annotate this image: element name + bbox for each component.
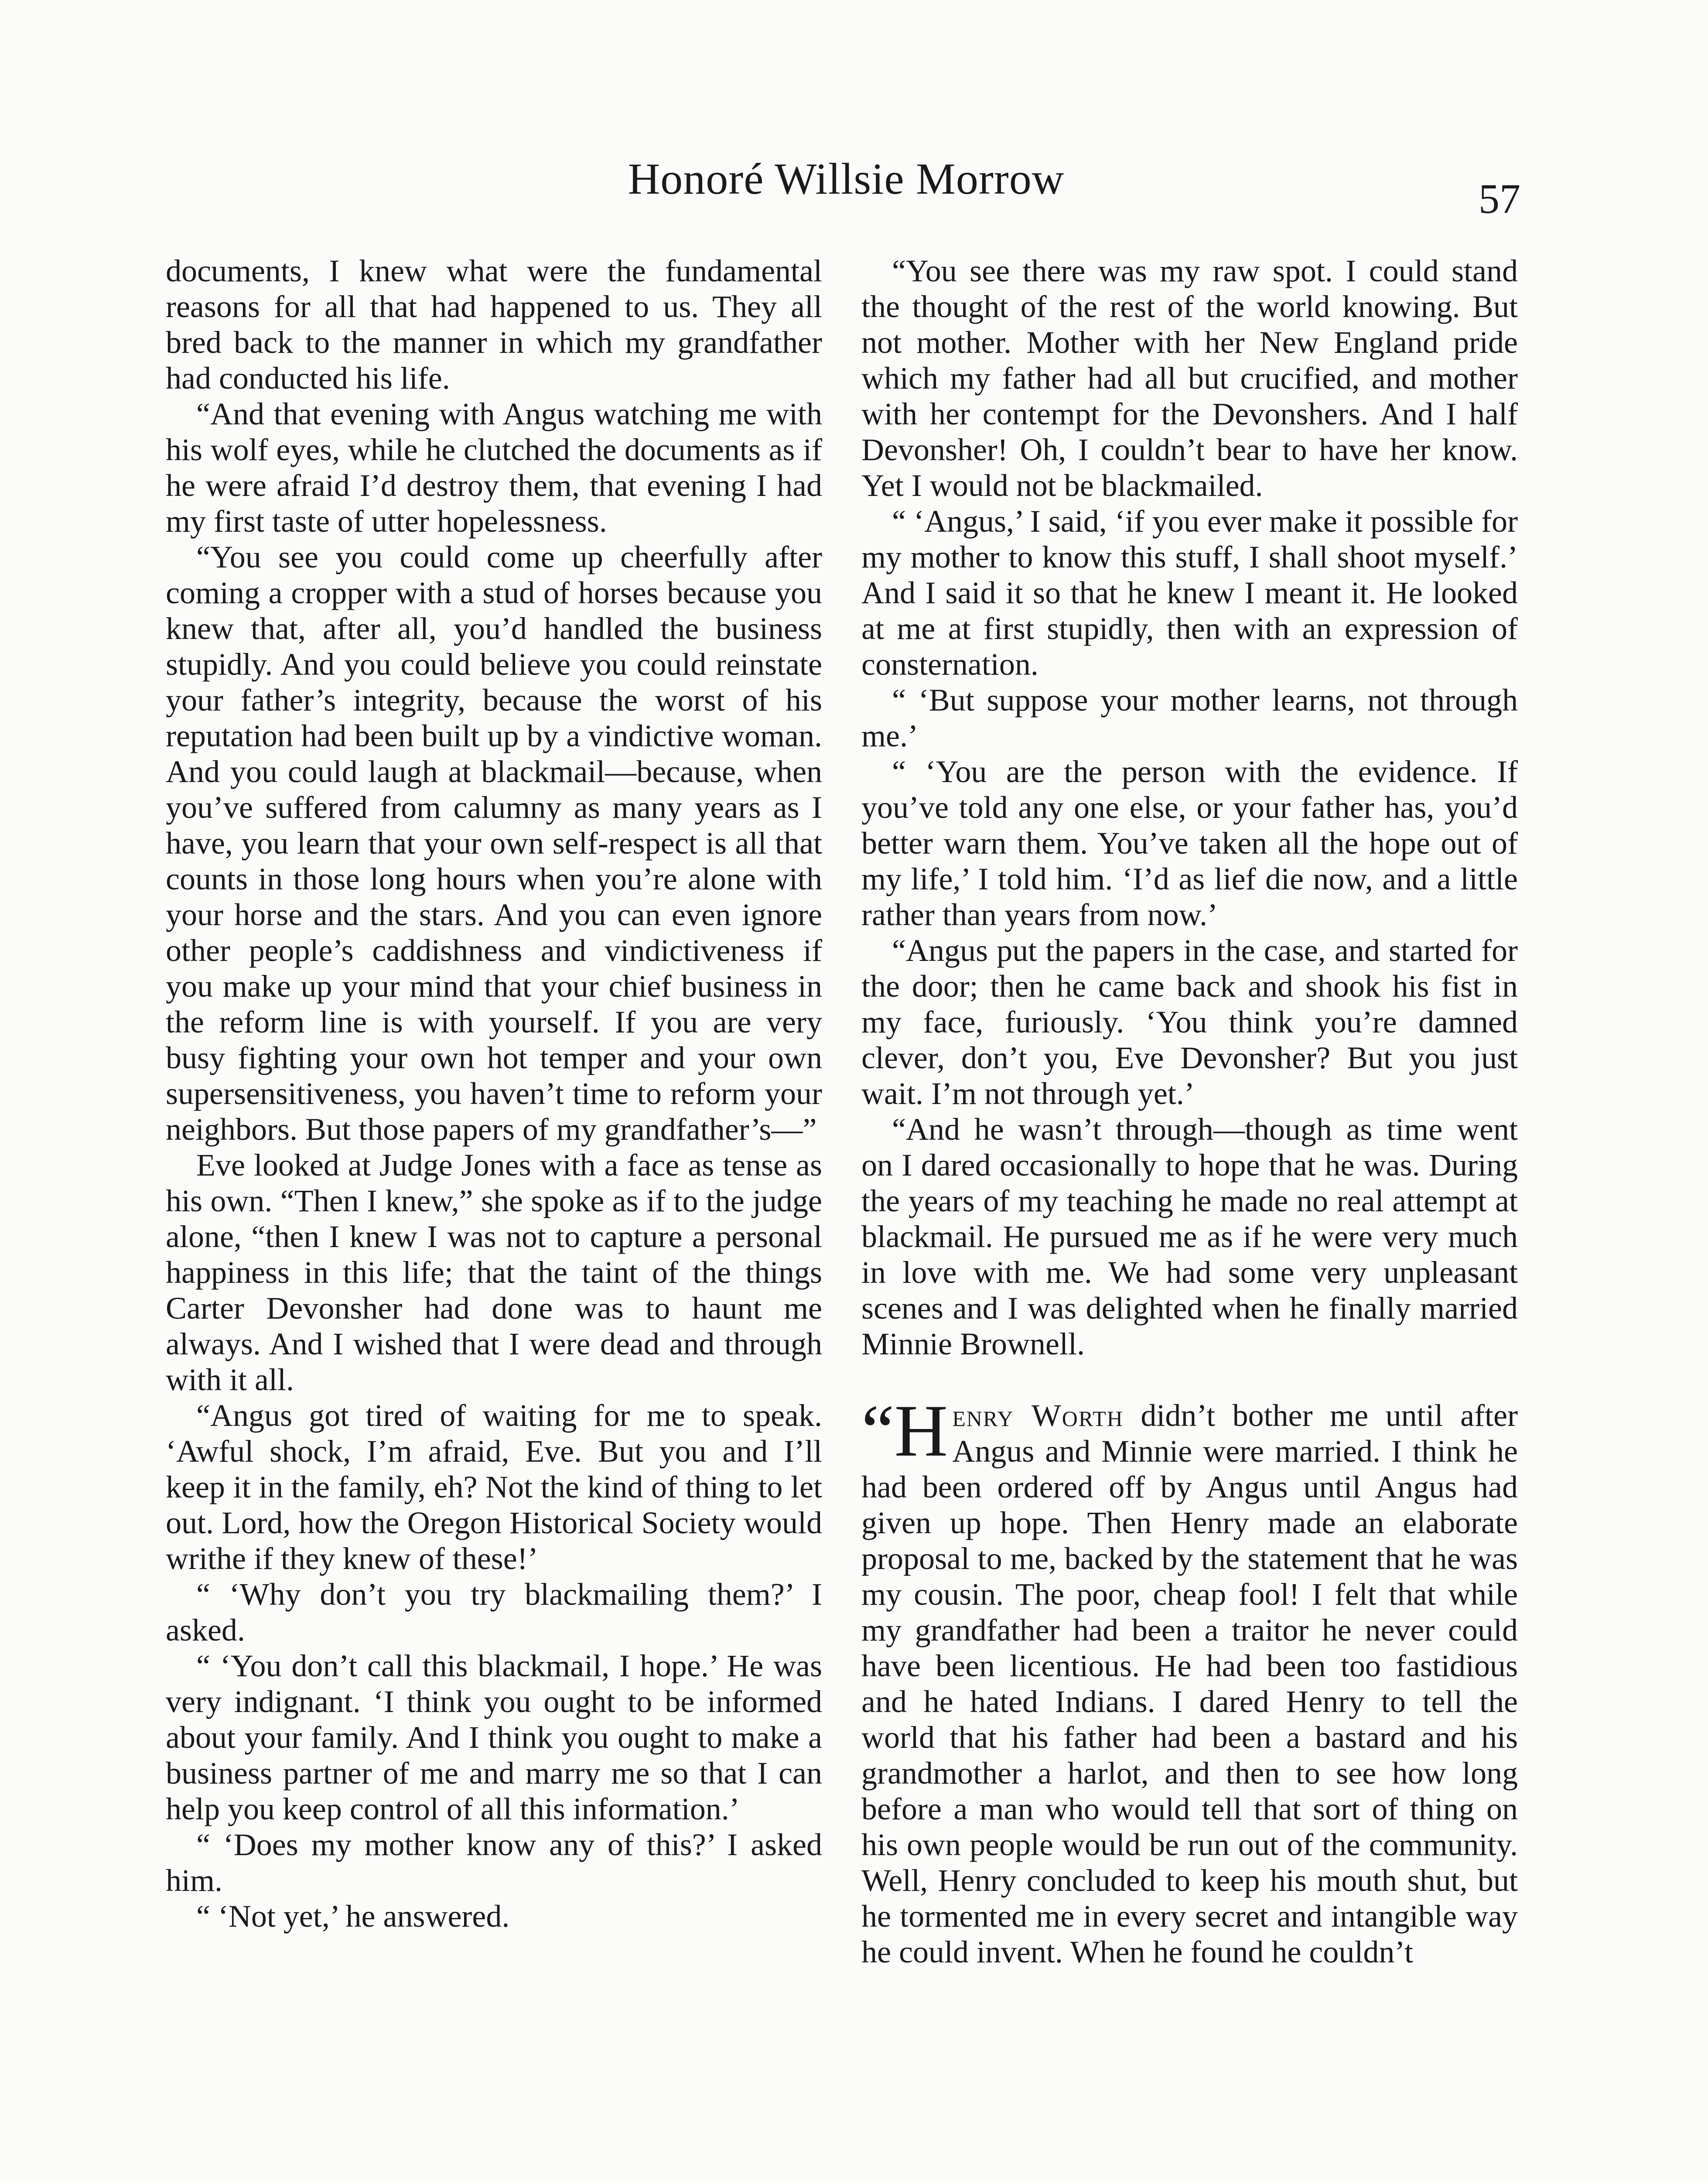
paragraph: “And he wasn’t through—though as time went on I dared occasionally to hope that he was. During the years of my teaching he made no real attempt at blackmail. He pursued me as if he were very much in love with me. We had some very unpleasant scenes and I was delighted when he finally married Minnie Brownell. [861,1112,1518,1361]
drop-cap-letter: H [894,1390,948,1472]
paragraph: “ ‘Why don’t you try blackmailing them?’ I asked. [166,1577,822,1648]
paragraph: “You see there was my raw spot. I could stand the thought of the rest of the world knowing. But not mother. Mother with her New England pride which my father had all but crucified, and mother with her contempt for the Devonshers. And I half Devonsher! Oh, I couldn’t bear to have her know. Yet I would not be blackmailed. [861,253,1518,503]
paragraph: “You see you could come up cheerfully after coming a cropper with a stud of horses because you knew that, after all, you’d handled the business stupidly. And you could believe you could reinstate your father’s integrity, because the worst of his reputation had been built up by a vindictive woman. And you could laugh at blackmail—because, when you’ve suffered from calumny as many years as I have, you learn that your own self-respect is all that counts in those long hours when you’re alone with your horse and the stars. And you can even ignore other people’s caddishness and vindictiveness if you make up your mind that your chief business in the reform line is with yourself. If you are very busy fighting your own hot temper and your own supersensitiveness, you haven’t time to reform your neighbors. But those papers of my grandfather’s—” [166,540,822,1147]
paragraph: “ ‘You don’t call this blackmail, I hope.’ He was very indignant. ‘I think you ought to be informed about your family. And I think you ought to make a business partner of me and marry me so that I can help you keep control of all this information.’ [166,1648,822,1826]
section-paragraph [861,1390,1518,1970]
page-number: 57 [1479,175,1520,222]
section-text: didn’t bother me until after Angus and Minnie were married. I think he had been ordered off by Angus until Angus had given up hope. Then Henry made an elaborate proposal to me, backed by the statement that he was my cousin. The poor, cheap fool! I felt that while my grandfather had been a traitor he never could have been licentious. He had been too fastidious and he hated Indians. I dared Henry to tell the world that his father had been a bastard and his grandmother a harlot, and then to see how long before a man who would tell that sort of thing on his own people would be run out of the community. Well, Henry concluded to keep his mouth shut, but he tormented me in every secret and intangible way he could invent. When he found he couldn’t [861,1398,1518,1969]
paragraph: “ ‘But suppose your mother learns, not through me.’ [861,683,1518,753]
running-head: Honoré Willsie Morrow [628,154,1065,204]
left-column [166,253,822,1934]
paragraph: “ ‘You are the person with the evidence. If you’ve told any one else, or your father has, you’d better warn them. You’ve taken all the hope out of my life,’ I told him. ‘I’d as lief die now, and a little rather than years from now.’ [861,754,1518,932]
paragraph: “ ‘Angus,’ I said, ‘if you ever make it possible for my mother to know this stuff, I shall shoot myself.’ And I said it so that he knew I meant it. He looked at me at first stupidly, then with an expression of consternation. [861,504,1518,682]
drop-cap-quote: “ [861,1390,895,1472]
paragraph: “Angus got tired of waiting for me to speak. ‘Awful shock, I’m afraid, Eve. But you and I’ll keep it in the family, eh? Not the kind of thing to let out. Lord, how the Oregon Historical Society would writhe if they knew of these!’ [166,1398,822,1576]
paragraph: “ ‘Not yet,’ he answered. [196,1899,510,1934]
paragraph: “ ‘Does my mother know any of this?’ I asked him. [166,1827,822,1898]
paragraph: “Angus put the papers in the case, and started for the door; then he came back and shook his fist in my face, furiously. ‘You think you’re damned clever, don’t you, Eve Devonsher? But you just wait. I’m not through yet.’ [861,933,1518,1111]
paragraph: Eve looked at Judge Jones with a face as tense as his own. “Then I knew,” she spoke as if to the judge alone, “then I knew I was not to capture a personal happiness in this life; that the taint of the things Carter Devonsher had done was to haunt me always. And I wished that I were dead and through with it all. [166,1148,822,1397]
small-caps-lead: enry Worth [952,1398,1124,1433]
paragraph: documents, I knew what were the fundamental reasons for all that had happened to us. They all bred back to the manner in which my grandfather had conducted his life. [166,253,822,396]
drop-cap [861,1390,948,1472]
right-column [861,253,1518,1970]
paragraph: “And that evening with Angus watching me with his wolf eyes, while he clutched the documents as if he were afraid I’d destroy them, that evening I had my first taste of utter hopelessness. [166,397,822,539]
